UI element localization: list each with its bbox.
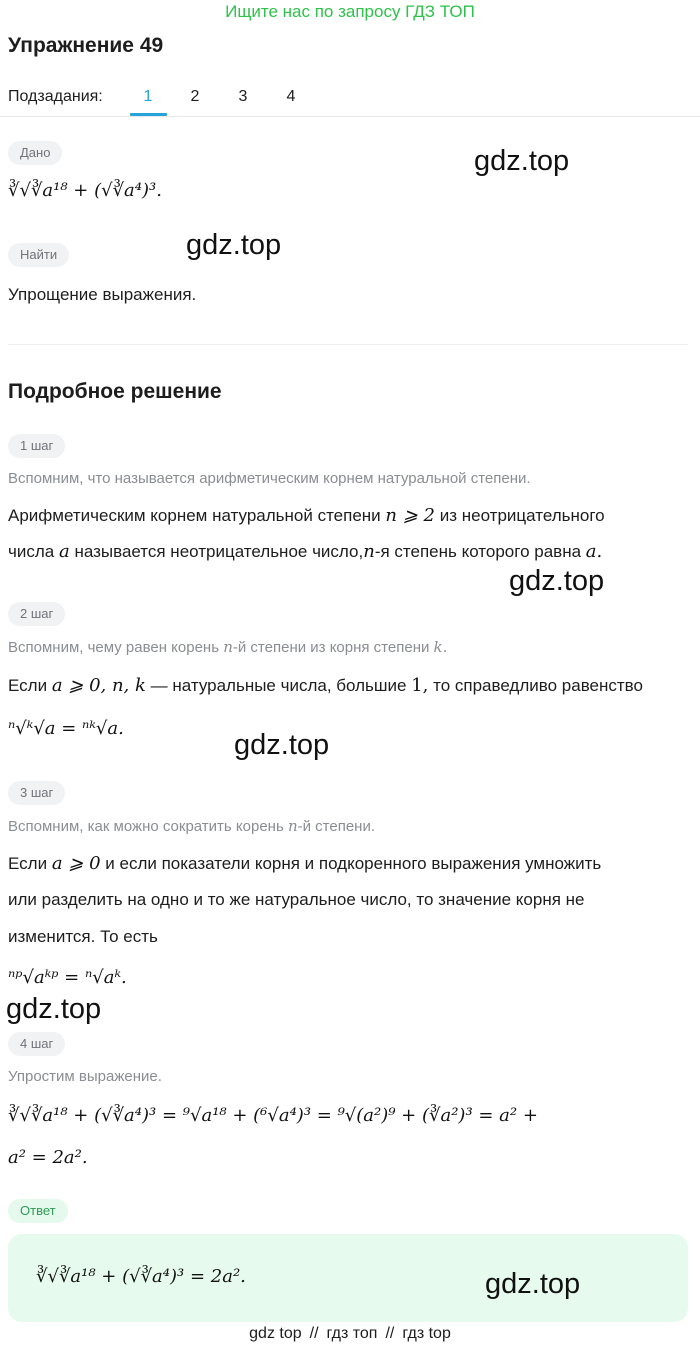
step-1-line-2-math-a: a [58, 541, 70, 562]
step-2-formula-text: ⁿ√ᵏ√a = ⁿᵏ√a. [8, 718, 124, 739]
watermark: gdz.top [509, 565, 605, 597]
page-title: Упражнение 49 [8, 34, 164, 57]
step-3-line-1-text-a: Если [8, 854, 48, 873]
step-3-line-1 [8, 853, 601, 874]
tab-subtask-1[interactable]: 1 [143, 88, 153, 105]
footer-links [0, 1325, 700, 1343]
answer-box [8, 1234, 688, 1322]
step-2-line-1-text-c: то справедливо равенство [433, 676, 643, 695]
step-1-line-2-text-c: -я степень которого равна [374, 542, 582, 561]
step-3-formula [8, 967, 127, 988]
step-2-hint [8, 638, 447, 656]
step-1-line-1-text-a: Арифметическим корнем натуральной степени [8, 506, 381, 525]
subtasks-label: Подзадания: [8, 88, 103, 105]
step-3-hint-text-b: -й степени. [297, 818, 375, 835]
watermark: gdz.top [6, 993, 102, 1025]
step-1-line-2-text-b: называется неотрицательное число, [74, 542, 364, 561]
footer-link-2[interactable]: гдз топ [326, 1325, 378, 1342]
step-3-hint-n: n [287, 817, 298, 835]
tab-subtask-4[interactable]: 4 [286, 88, 296, 105]
step-2-hint-k: k. [433, 638, 448, 656]
tab-subtask-3[interactable]: 3 [238, 88, 248, 105]
given-expression-text: ∛√∛a¹⁸ + (√∛a⁴)³. [8, 180, 162, 201]
footer-link-1[interactable]: gdz top [249, 1325, 302, 1342]
step-1-line-2-text-a: числа [8, 542, 55, 561]
step-1-line-2 [8, 541, 602, 562]
step-2-chip: 2 шаг [8, 602, 65, 626]
step-3-hint [8, 817, 375, 835]
find-text: Упрощение выражения. [8, 285, 197, 304]
step-3-chip: 3 шаг [8, 781, 65, 805]
step-4-chip: 4 шаг [8, 1032, 65, 1056]
step-2-line-1-text-a: Если [8, 676, 48, 695]
step-2-hint-n: n [223, 638, 233, 656]
tabs-divider [0, 116, 700, 117]
promo-link[interactable]: Ищите нас по запросу ГДЗ ТОП [225, 2, 475, 21]
step-4-formula-line-2-text: a² = 2a². [8, 1147, 88, 1168]
answer-expression-text: ∛√∛a¹⁸ + (√∛a⁴)³ = 2a². [36, 1266, 246, 1287]
answer-expression [36, 1266, 246, 1287]
step-2-line-1 [8, 675, 643, 696]
find-chip: Найти [8, 243, 69, 267]
footer-separator: // [385, 1325, 395, 1342]
step-2-line-1-text-b: — натуральные числа, большие [150, 676, 407, 695]
step-3-formula-text: ⁿᵖ√aᵏᵖ = ⁿ√aᵏ. [8, 967, 127, 988]
step-2-hint-text-b: -й степени из корня степени [232, 639, 430, 656]
solution-title: Подробное решение [8, 380, 222, 403]
footer-link-3[interactable]: гдз top [402, 1325, 451, 1342]
step-3-line-1-math: a ⩾ 0 [51, 853, 101, 874]
step-1-line-1-math: n ⩾ 2 [385, 505, 435, 526]
step-4-formula-line-1-text: ∛√∛a¹⁸ + (√∛a⁴)³ = ⁹√a¹⁸ + (⁶√a⁴)³ = ⁹√(a²)⁹ + (∛a²)³ = a² + [8, 1105, 538, 1126]
step-3-line-1-text-b: и если показатели корня и подкоренного выражения умножить [105, 854, 602, 873]
watermark: gdz.top [474, 145, 570, 177]
step-2-line-1-math: a ⩾ 0, n, k [51, 675, 146, 696]
section-divider [8, 344, 688, 345]
step-2-formula [8, 718, 124, 739]
watermark: gdz.top [186, 229, 282, 261]
step-4-formula-line-2 [8, 1147, 88, 1168]
step-4-formula-line-1 [8, 1105, 538, 1126]
footer-separator: // [309, 1325, 319, 1342]
answer-chip: Ответ [8, 1199, 68, 1223]
step-2-line-1-one: 1, [411, 675, 429, 696]
step-2-hint-text-a: Вспомним, чему равен корень [8, 639, 220, 656]
step-1-chip: 1 шаг [8, 434, 65, 458]
watermark: gdz.top [485, 1268, 581, 1300]
step-3-line-2: или разделить на одно и то же натуральное число, то значение корня не [8, 890, 585, 909]
watermark: gdz.top [234, 729, 330, 761]
tab-subtask-2[interactable]: 2 [190, 88, 200, 105]
step-3-hint-text-a: Вспомним, как можно сократить корень [8, 818, 284, 835]
step-1-line-2-math-end: a. [585, 541, 603, 562]
step-4-hint: Упростим выражение. [8, 1068, 162, 1085]
step-1-line-2-math-n: n [363, 541, 375, 562]
given-expression [8, 180, 162, 201]
step-3-line-3: изменится. То есть [8, 927, 158, 946]
given-chip: Дано [8, 141, 62, 165]
step-1-line-1-text-b: из неотрицательного [439, 506, 605, 525]
step-1-line-1 [8, 505, 605, 526]
step-1-hint: Вспомним, что называется арифметическим корнем натуральной степени. [8, 470, 531, 487]
